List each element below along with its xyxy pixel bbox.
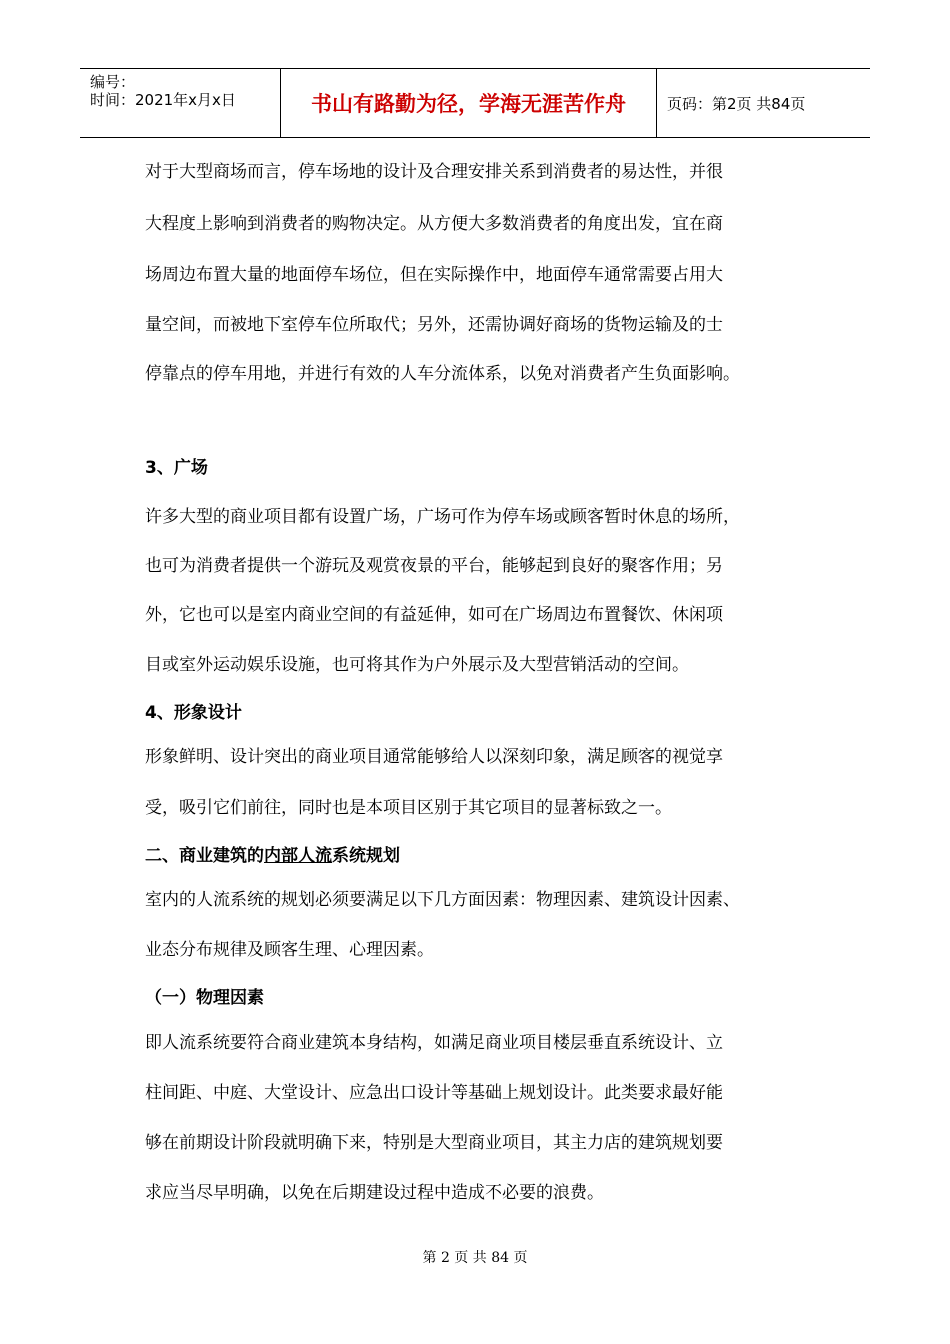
header-motto: 书山有路勤为径，学海无涯苦作舟 xyxy=(311,92,626,116)
paragraph-line: 室内的人流系统的规划必须要满足以下几方面因素：物理因素、建筑设计因素、 xyxy=(145,890,740,910)
heading-underlined: 内部人流 xyxy=(264,846,332,866)
paragraph-line: 外，它也可以是室内商业空间的有益延伸，如可在广场周边布置餐饮、休闲项 xyxy=(145,605,723,625)
heading-suffix: 系统规划 xyxy=(332,846,400,866)
section-heading-physical: （一）物理因素 xyxy=(145,988,264,1008)
paragraph-line: 许多大型的商业项目都有设置广场，广场可作为停车场或顾客暂时休息的场所， xyxy=(145,507,740,527)
paragraph-line: 对于大型商场而言，停车场地的设计及合理安排关系到消费者的易达性，并很 xyxy=(145,162,723,182)
section-heading-image-design: 4、形象设计 xyxy=(145,703,242,723)
paragraph-line: 求应当尽早明确，以免在后期建设过程中造成不必要的浪费。 xyxy=(145,1183,604,1203)
paragraph-line: 量空间，而被地下室停车位所取代；另外，还需协调好商场的货物运输及的士 xyxy=(145,315,723,335)
header-meta-cell xyxy=(80,69,280,137)
section-heading-plaza: 3、广场 xyxy=(145,458,208,478)
paragraph-line: 大程度上影响到消费者的购物决定。从方便大多数消费者的角度出发，宜在商 xyxy=(145,214,723,234)
paragraph-line: 即人流系统要符合商业建筑本身结构，如满足商业项目楼层垂直系统设计、立 xyxy=(145,1033,723,1053)
date-label: 时间：2021年x月x日 xyxy=(90,91,236,109)
page-footer: 第 2 页 共 84 页 xyxy=(422,1250,528,1266)
paragraph-line: 柱间距、中庭、大堂设计、应急出口设计等基础上规划设计。此类要求最好能 xyxy=(145,1083,723,1103)
header-divider xyxy=(656,69,657,137)
heading-prefix: 二、商业建筑的 xyxy=(145,846,264,866)
header-page-info: 页码：第2页 共84页 xyxy=(667,94,806,113)
number-label: 编号： xyxy=(90,73,136,91)
paragraph-line: 业态分布规律及顾客生理、心理因素。 xyxy=(145,940,434,960)
paragraph-line: 受，吸引它们前往，同时也是本项目区别于其它项目的显著标致之一。 xyxy=(145,798,672,818)
paragraph-line: 目或室外运动娱乐设施，也可将其作为户外展示及大型营销活动的空间。 xyxy=(145,655,689,675)
document-header xyxy=(80,68,870,138)
paragraph-line: 也可为消费者提供一个游玩及观赏夜景的平台，能够起到良好的聚客作用；另 xyxy=(145,556,723,576)
paragraph-line: 停靠点的停车用地，并进行有效的人车分流体系，以免对消费者产生负面影响。 xyxy=(145,364,740,384)
paragraph-line: 形象鲜明、设计突出的商业项目通常能够给人以深刻印象，满足顾客的视觉享 xyxy=(145,747,723,767)
paragraph-line: 够在前期设计阶段就明确下来，特别是大型商业项目，其主力店的建筑规划要 xyxy=(145,1133,723,1153)
paragraph-line: 场周边布置大量的地面停车场位，但在实际操作中，地面停车通常需要占用大 xyxy=(145,265,723,285)
section-heading-internal-flow xyxy=(145,845,400,867)
